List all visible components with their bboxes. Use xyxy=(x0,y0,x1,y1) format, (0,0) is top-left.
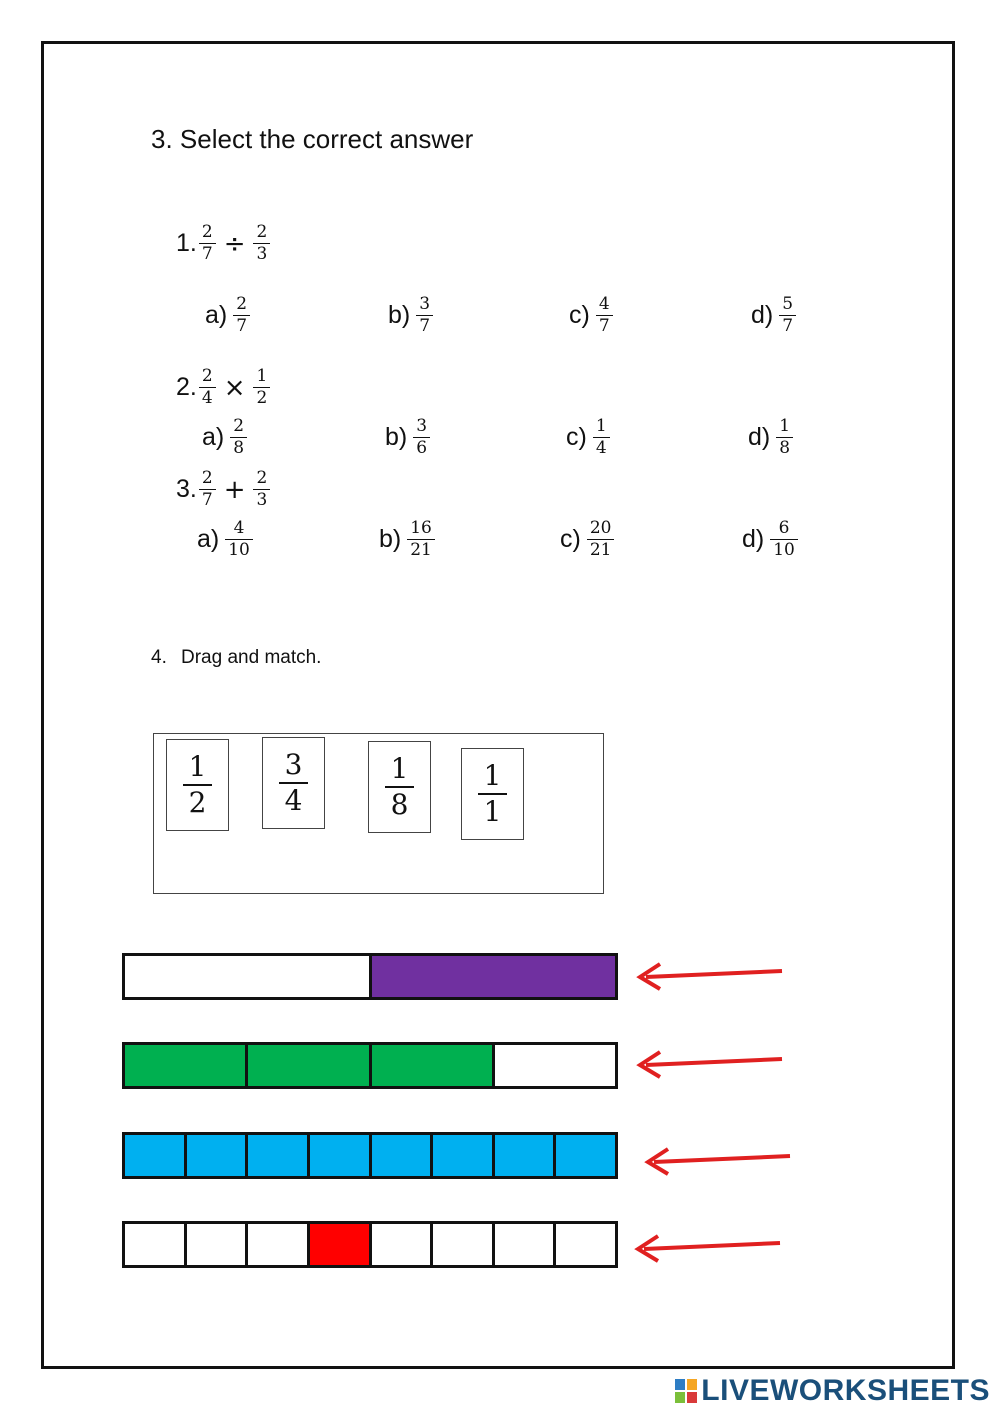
bar-segment xyxy=(184,1135,246,1176)
liveworksheets-logo-icon xyxy=(675,1379,697,1403)
fraction-b: $\frac{2}{3}$ xyxy=(253,468,270,511)
fraction-b: $\frac{2}{3}$ xyxy=(253,222,270,265)
drop-target-arrow[interactable] xyxy=(628,1230,788,1266)
bar-segment xyxy=(430,1224,492,1265)
question-number: 2. xyxy=(176,373,197,401)
q2-option-d[interactable]: d) $\frac{1}{8}$ xyxy=(748,416,795,459)
question-number: 3. xyxy=(176,475,197,503)
bar-segment xyxy=(369,1135,431,1176)
bar-segment xyxy=(245,1224,307,1265)
bar-segment xyxy=(369,1224,431,1265)
fraction-bar xyxy=(122,1132,618,1179)
fraction-a: $\frac{2}{7}$ xyxy=(199,468,216,511)
fraction-a: $\frac{2}{4}$ xyxy=(199,366,216,409)
fraction-b: $\frac{1}{2}$ xyxy=(253,366,270,409)
operator: + xyxy=(223,474,246,505)
bar-segment xyxy=(125,1135,184,1176)
bar-segment xyxy=(245,1135,307,1176)
q1-option-a[interactable]: a) $\frac{2}{7}$ xyxy=(205,294,252,337)
q1-option-b[interactable]: b) $\frac{3}{7}$ xyxy=(388,294,435,337)
q3-option-c[interactable]: c) $\frac{20}{21}$ xyxy=(560,518,616,561)
question-1 xyxy=(176,222,272,265)
bar-segment xyxy=(430,1135,492,1176)
bar-segment xyxy=(369,956,616,997)
bar-segment xyxy=(245,1045,368,1086)
operator: × xyxy=(223,372,246,403)
bar-segment xyxy=(184,1224,246,1265)
q3-option-a[interactable]: a) $\frac{4}{10}$ xyxy=(197,518,255,561)
bar-segment xyxy=(369,1045,492,1086)
fraction-bar xyxy=(122,1042,618,1089)
q1-option-c[interactable]: c) $\frac{4}{7}$ xyxy=(569,294,615,337)
drag-card-1-8[interactable]: $\frac{1}{8}$ xyxy=(368,741,431,833)
bar-segment xyxy=(125,1045,245,1086)
q3-option-d[interactable]: d) $\frac{6}{10}$ xyxy=(742,518,800,561)
question-number: 1. xyxy=(176,229,197,257)
section-4-instruction: Drag and match. xyxy=(181,647,322,668)
bar-segment xyxy=(125,956,369,997)
bar-segment xyxy=(492,1135,554,1176)
bar-segment xyxy=(553,1224,615,1265)
bar-segment xyxy=(307,1135,369,1176)
bar-segment xyxy=(307,1224,369,1265)
bar-segment xyxy=(125,1224,184,1265)
q1-option-d[interactable]: d) $\frac{5}{7}$ xyxy=(751,294,798,337)
section-4-number: 4. xyxy=(151,647,167,668)
drag-card-1-2[interactable]: $\frac{1}{2}$ xyxy=(166,739,229,831)
fraction-a: $\frac{2}{7}$ xyxy=(199,222,216,265)
bar-segment xyxy=(553,1135,615,1176)
fraction-bar xyxy=(122,1221,618,1268)
drag-card-1-1[interactable]: $\frac{1}{1}$ xyxy=(461,748,524,840)
drop-target-arrow[interactable] xyxy=(630,958,790,994)
q2-option-b[interactable]: b) $\frac{3}{6}$ xyxy=(385,416,432,459)
section-3-title: 3. Select the correct answer xyxy=(151,124,474,154)
drop-target-arrow[interactable] xyxy=(638,1143,798,1179)
question-2 xyxy=(176,366,272,409)
bar-segment xyxy=(492,1224,554,1265)
liveworksheets-logo xyxy=(675,1374,990,1408)
q3-option-b[interactable]: b) $\frac{16}{21}$ xyxy=(379,518,437,561)
q2-option-a[interactable]: a) $\frac{2}{8}$ xyxy=(202,416,249,459)
drop-target-arrow[interactable] xyxy=(630,1046,790,1082)
fraction-bar xyxy=(122,953,618,1000)
operator: ÷ xyxy=(223,228,246,259)
bar-segment xyxy=(492,1045,615,1086)
drag-card-3-4[interactable]: $\frac{3}{4}$ xyxy=(262,737,325,829)
question-3 xyxy=(176,468,272,511)
brand-name: LIVEWORKSHEETS xyxy=(701,1374,990,1407)
q2-option-c[interactable]: c) $\frac{1}{4}$ xyxy=(566,416,612,459)
